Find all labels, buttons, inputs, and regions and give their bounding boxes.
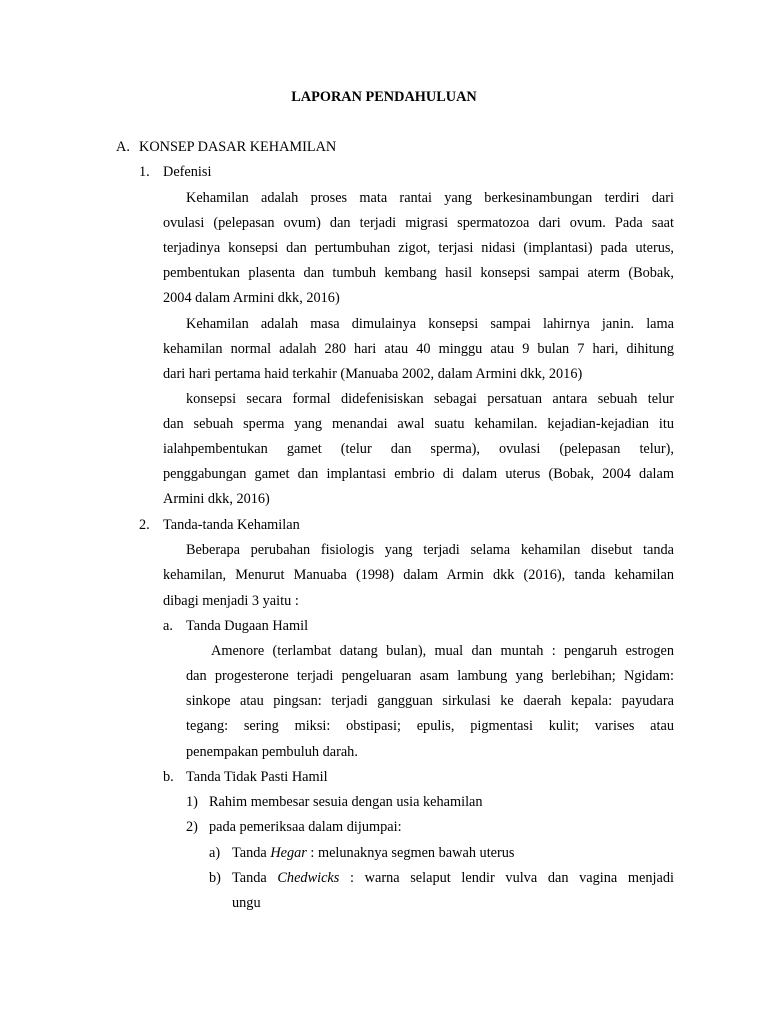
paragraph-line: Beberapa perubahan fisiologis yang terjadi selama kehamilan disebut tanda: [186, 542, 674, 558]
numbered-item-text: Rahim membesar sesuia dengan usia kehamilan: [209, 794, 483, 810]
page-title: LAPORAN PENDAHULUAN: [291, 89, 477, 105]
lettered-item-text: [232, 871, 674, 885]
paragraph-line: Amenore (terlambat datang bulan), mual dan muntah : pengaruh estrogen: [211, 643, 674, 659]
sub-b-heading: Tanda Tidak Pasti Hamil: [186, 769, 328, 785]
text-segment: : melunaknya segmen bawah uterus: [306, 845, 515, 861]
lettered-item-continuation: ungu: [232, 895, 261, 911]
item-2-marker: 2.: [139, 517, 150, 533]
paragraph-line: pembentukan plasenta dan tumbuh kembang hasil konsepsi sampai aterm (Bobak,: [163, 265, 674, 281]
item-1-heading: Defenisi: [163, 164, 212, 180]
section-a-heading: KONSEP DASAR KEHAMILAN: [139, 139, 337, 155]
lettered-marker: a): [209, 845, 221, 861]
item-2-heading: Tanda-tanda Kehamilan: [163, 517, 300, 533]
paragraph-line: dari hari pertama haid terkahir (Manuaba 2002, dalam Armini dkk, 2016): [163, 366, 583, 382]
lettered-item-text: [232, 846, 514, 860]
paragraph-line: ialahpembentukan gamet (telur dan sperma), ovulasi (pelepasan telur),: [163, 441, 674, 457]
text-segment: Tanda: [232, 845, 271, 861]
numbered-marker: 1): [186, 794, 198, 810]
paragraph-line: kehamilan, Menurut Manuaba (1998) dalam Armin dkk (2016), tanda kehamilan: [163, 567, 674, 583]
item-1-marker: 1.: [139, 164, 150, 180]
numbered-item-text: pada pemeriksaa dalam dijumpai:: [209, 819, 402, 835]
paragraph-line: terjadinya konsepsi dan pertumbuhan zigot, terjasi nidasi (implantasi) pada uterus,: [163, 240, 674, 256]
paragraph-line: tegang: sering miksi: obstipasi; epulis, pigmentasi kulit; varises atau: [186, 718, 674, 734]
paragraph-line: konsepsi secara formal didefenisiskan sebagai persatuan antara sebuah telur: [186, 391, 674, 407]
text-segment: : warna selaput lendir vulva dan vagina menjadi: [339, 870, 674, 886]
paragraph-line: dibagi menjadi 3 yaitu :: [163, 593, 299, 609]
paragraph-line: penggabungan gamet dan implantasi embrio di dalam uterus (Bobak, 2004 dalam: [163, 466, 674, 482]
paragraph-line: Kehamilan adalah masa dimulainya konsepsi sampai lahirnya janin. lama: [186, 316, 674, 332]
italic-term: Hegar: [270, 845, 307, 861]
sub-b-marker: b.: [163, 769, 174, 785]
italic-term: Chedwicks: [277, 870, 340, 886]
numbered-marker: 2): [186, 819, 198, 835]
section-a-marker: A.: [116, 139, 130, 155]
paragraph-line: Kehamilan adalah proses mata rantai yang berkesinambungan terdiri dari: [186, 190, 674, 206]
paragraph-line: sinkope atau pingsan: terjadi gangguan sirkulasi ke daerah kepala: payudara: [186, 693, 674, 709]
paragraph-line: ovulasi (pelepasan ovum) dan terjadi migrasi spermatozoa dari ovum. Pada saat: [163, 215, 674, 231]
paragraph-line: Armini dkk, 2016): [163, 491, 270, 507]
paragraph-line: penempakan pembuluh darah.: [186, 744, 358, 760]
sub-a-marker: a.: [163, 618, 173, 634]
paragraph-line: kehamilan normal adalah 280 hari atau 40 minggu atau 9 bulan 7 hari, dihitung: [163, 341, 674, 357]
sub-a-heading: Tanda Dugaan Hamil: [186, 618, 309, 634]
text-segment: Tanda: [232, 870, 278, 886]
lettered-marker: b): [209, 870, 221, 886]
paragraph-line: dan sebuah sperma yang menandai awal suatu kehamilan. kejadian-kejadian itu: [163, 416, 674, 432]
paragraph-line: 2004 dalam Armini dkk, 2016): [163, 290, 340, 306]
paragraph-line: dan progesterone terjadi pengeluaran asam lambung yang berlebihan; Ngidam:: [186, 668, 674, 684]
